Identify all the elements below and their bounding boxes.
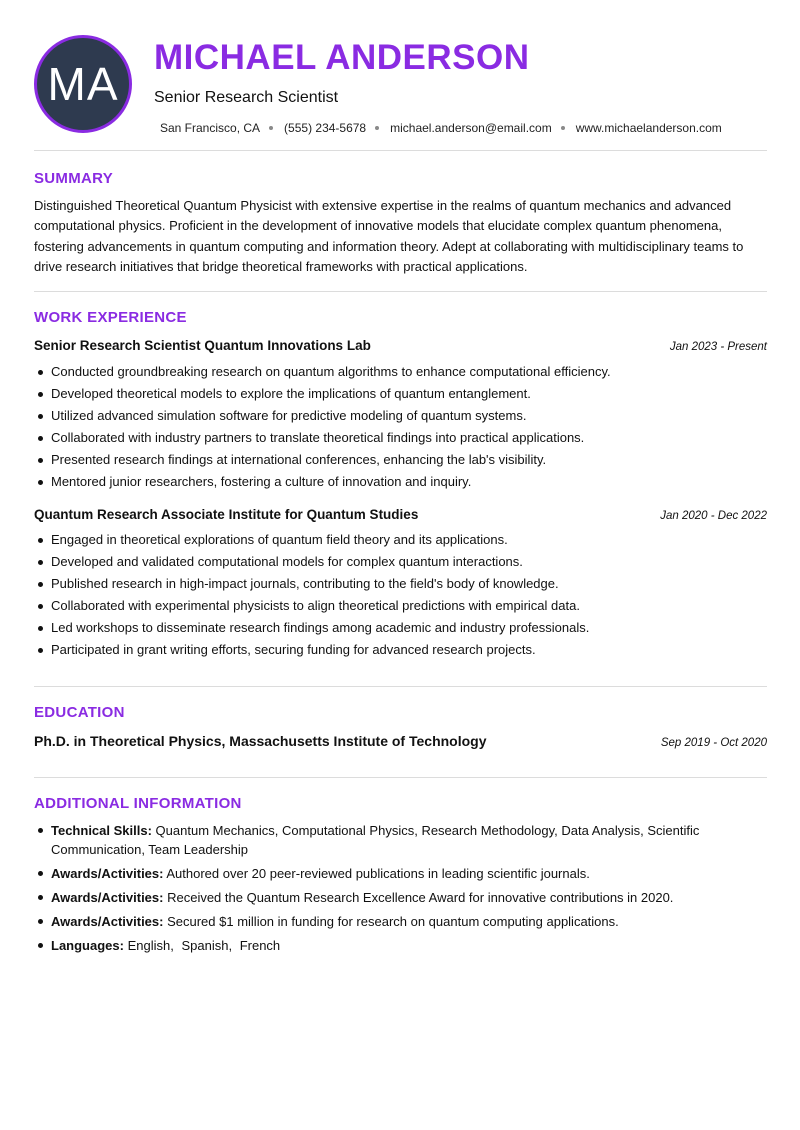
info-text: Quantum Mechanics, Computational Physics, Research Methodology, Data Analysis, Scientific Communication, Team Leadership (51, 823, 700, 857)
education-dates: Sep 2019 - Oct 2020 (660, 737, 767, 749)
info-label: Awards/Activities: (51, 914, 164, 929)
separator-dot-icon (269, 126, 273, 130)
education-degree: Ph.D. in Theoretical Physics, Massachusetts Institute of Technology (34, 733, 487, 749)
info-label: Awards/Activities: (51, 890, 164, 905)
contact-phone: (555) 234-5678 (284, 121, 367, 135)
education-entry (34, 733, 767, 749)
avatar-initials: MA (47, 58, 119, 110)
list-item (34, 888, 767, 907)
summary-text: Distinguished Theoretical Quantum Physicist with extensive expertise in the realms of quantum mechanics and advanced computational physics. Proficient in the development of innovative models that elucidate complex quantum phenomena, fostering advancements in quantum computing and information theory. Adept at collaborating with multidisciplinary teams to drive research initiatives that bridge theoretical frameworks with practical applications. (34, 198, 744, 274)
language: English, (127, 938, 174, 953)
list-item: Participated in grant writing efforts, securing funding for advanced research projects. (34, 639, 767, 661)
list-item: Mentored junior researchers, fostering a culture of innovation and inquiry. (34, 471, 767, 493)
section-title-education: EDUCATION (34, 704, 125, 721)
separator-dot-icon (375, 126, 379, 130)
candidate-role: Senior Research Scientist (154, 89, 339, 106)
list-item (34, 936, 767, 955)
language: Spanish, (181, 938, 233, 953)
job-bullets (34, 529, 767, 661)
candidate-name: MICHAEL ANDERSON (154, 38, 530, 77)
divider (34, 686, 767, 687)
list-item: Led workshops to disseminate research findings among academic and industry professionals. (34, 617, 767, 639)
info-text: Secured $1 million in funding for research on quantum computing applications. (167, 914, 619, 929)
contact-line (160, 120, 722, 136)
contact-website[interactable]: www.michaelanderson.com (575, 121, 722, 135)
contact-email[interactable]: michael.anderson@email.com (390, 121, 552, 135)
section-title-summary: SUMMARY (34, 170, 114, 187)
list-item: Published research in high-impact journals, contributing to the field's body of knowledge. (34, 573, 767, 595)
info-text: Received the Quantum Research Excellence Award for innovative contributions in 2020. (167, 890, 674, 905)
separator-dot-icon (561, 126, 565, 130)
job-header (34, 507, 767, 522)
divider (34, 291, 767, 292)
job-title: Quantum Research Associate Institute for Quantum Studies (34, 507, 419, 522)
language: French (239, 938, 281, 953)
list-item: Collaborated with industry partners to translate theoretical findings into practical applications. (34, 427, 767, 449)
avatar (34, 35, 132, 133)
list-item: Developed theoretical models to explore the implications of quantum entanglement. (34, 383, 767, 405)
divider (34, 150, 767, 151)
section-title-experience: WORK EXPERIENCE (34, 309, 187, 326)
list-item (34, 912, 767, 931)
job-dates: Jan 2023 - Present (669, 341, 767, 353)
divider (34, 777, 767, 778)
list-item: Collaborated with experimental physicists to align theoretical predictions with empirical data. (34, 595, 767, 617)
job-dates: Jan 2020 - Dec 2022 (660, 510, 767, 522)
job-title: Senior Research Scientist Quantum Innovations Lab (34, 338, 371, 353)
info-label: Technical Skills: (51, 823, 152, 838)
info-label: Awards/Activities: (51, 866, 164, 881)
info-text: Authored over 20 peer-reviewed publications in leading scientific journals. (166, 866, 590, 881)
info-label: Languages: (51, 938, 124, 953)
job-bullets (34, 361, 767, 493)
list-item: Conducted groundbreaking research on quantum algorithms to enhance computational efficiency. (34, 361, 767, 383)
section-title-additional: ADDITIONAL INFORMATION (34, 795, 242, 812)
list-item: Presented research findings at international conferences, enhancing the lab's visibility. (34, 449, 767, 471)
additional-list (34, 821, 767, 960)
list-item: Engaged in theoretical explorations of quantum field theory and its applications. (34, 529, 767, 551)
contact-location: San Francisco, CA (160, 121, 261, 135)
list-item (34, 821, 767, 859)
job-header (34, 338, 767, 353)
list-item: Developed and validated computational models for complex quantum interactions. (34, 551, 767, 573)
list-item (34, 864, 767, 883)
list-item: Utilized advanced simulation software for predictive modeling of quantum systems. (34, 405, 767, 427)
